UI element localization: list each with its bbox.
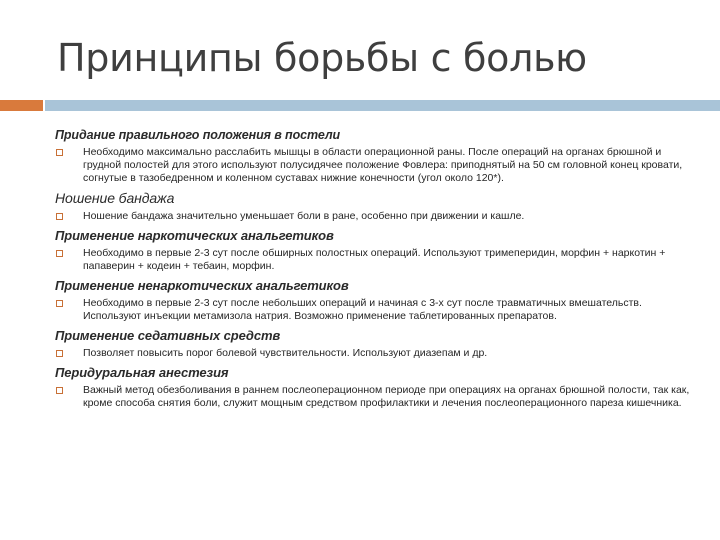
- section-heading: Ношение бандажа: [55, 190, 175, 206]
- slide-title: Принципы борьбы с болью: [57, 36, 587, 80]
- item-text: Позволяет повысить порог болевой чувствительности. Используют диазепам и др.: [83, 347, 488, 359]
- section-heading: Применение наркотических анальгетиков: [55, 228, 334, 243]
- section-sedatives: [55, 328, 690, 360]
- title-rule-accent: [0, 100, 43, 111]
- list-item: [55, 347, 690, 360]
- square-bullet-icon: [56, 387, 63, 394]
- square-bullet-icon: [56, 300, 63, 307]
- section-heading: Применение седативных средств: [55, 328, 281, 343]
- list-item: [55, 210, 690, 223]
- item-text: Необходимо в первые 2-3 сут после небольших операций и начиная с 3-х сут после травматичных вмешательств. Используют инъекции метамизола натрия. Возможно применение таблетированных препаратов.: [83, 297, 642, 322]
- title-rule: [45, 100, 720, 111]
- list-item: [55, 384, 690, 410]
- section-bandage: [55, 190, 690, 223]
- slide-content: [55, 128, 690, 415]
- list-item: [55, 247, 690, 273]
- section-narcotic-analgesics: [55, 228, 690, 273]
- item-text: Необходимо максимально расслабить мышцы в области операционной раны. После операций на органах брюшной и грудной полостей для этого используют полусидячее положение Фовлера: приподнятый на 50 см головной конец кровати, согнутые в тазобедренном и коленном суставах нижние конечности (угол около 120*).: [83, 146, 683, 184]
- square-bullet-icon: [56, 250, 63, 257]
- item-text: Ношение бандажа значительно уменьшает боли в ране, особенно при движении и кашле.: [83, 210, 525, 222]
- section-positioning: [55, 128, 690, 185]
- section-heading: Придание правильного положения в постели: [55, 128, 341, 142]
- square-bullet-icon: [56, 149, 63, 156]
- section-epidural-anesthesia: [55, 365, 690, 410]
- section-heading: Перидуральная анестезия: [55, 365, 229, 380]
- square-bullet-icon: [56, 350, 63, 357]
- list-item: [55, 297, 690, 323]
- item-text: Необходимо в первые 2-3 сут после обширных полостных операций. Используют тримеперидин, морфин + наркотин + папаверин + кодеин + тебаин, морфин.: [83, 247, 666, 272]
- section-non-narcotic-analgesics: [55, 278, 690, 323]
- section-heading: Применение ненаркотических анальгетиков: [55, 278, 349, 293]
- item-text: Важный метод обезболивания в раннем послеоперационном периоде при операциях на органах брюшной полости, так как, кроме способа снятия боли, служит мощным средством профилактики и лечения послеоперационного пареза кишечника.: [83, 384, 690, 409]
- square-bullet-icon: [56, 213, 63, 220]
- list-item: [55, 146, 690, 185]
